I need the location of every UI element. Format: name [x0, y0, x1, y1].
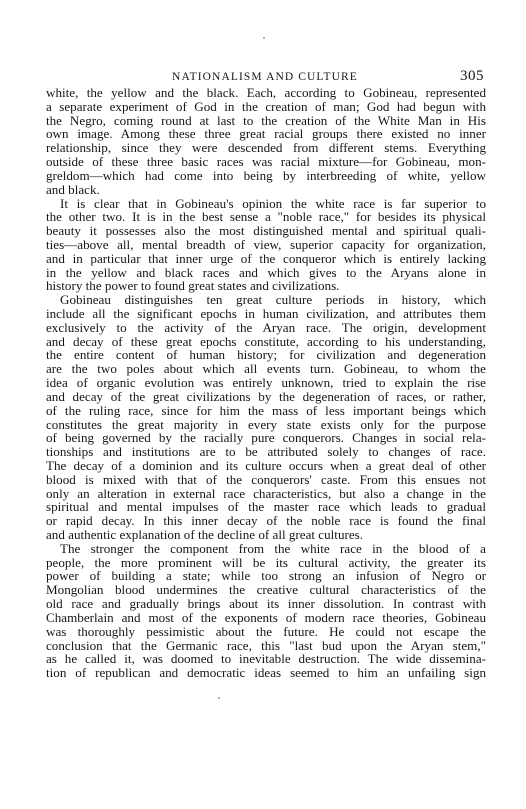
text-line: outside of these three basic races was racial mixture—for Gobineau, mon-	[46, 154, 486, 170]
text-line: of the ruling race, since for him the mass of less important beings which	[46, 402, 486, 418]
text-line: greldom—which had come into being by interbreeding of white, yellow	[46, 167, 486, 183]
text-line: in the yellow and black races and which gives to the Aryans alone in	[46, 264, 486, 280]
text-line: or rapid decay. In this inner decay of the noble race is found the final	[46, 513, 486, 529]
text-line: was thoroughly pessimistic about the future. He could not escape the	[46, 623, 486, 639]
text-line: tionships and institutions are to be attributed solely to changes of race.	[46, 444, 486, 460]
text-line: and decay of the great civilizations by the degeneration of races, or rather,	[46, 388, 486, 404]
body-text	[46, 86, 486, 680]
text-line-paragraph-start: It is clear that in Gobineau's opinion the white race is far superior to	[60, 195, 486, 211]
text-line: blood is mixed with that of the conquerors' caste. From this ensues not	[46, 471, 486, 487]
text-line: and decay of these great epochs constitute, according to his understanding,	[46, 333, 486, 349]
text-line: are the two poles about which all events turn. Gobineau, to whom the	[46, 361, 486, 377]
text-line: relationship, since they were descended from different stems. Everything	[46, 140, 486, 156]
text-line-paragraph-start: Gobineau distinguishes ten great culture periods in history, which	[60, 292, 486, 308]
text-line: a separate experiment of God in the creation of man; God had begun with	[46, 98, 486, 114]
page-header	[46, 68, 484, 86]
text-line: spiritual and mental impulses of the master race which leads to gradual	[46, 499, 486, 515]
text-line: tion of republican and democratic ideas seemed to him an unfailing sign	[46, 665, 486, 681]
text-line: as he called it, was doomed to inevitable destruction. The wide dissemina-	[46, 651, 486, 667]
text-line: and in particular that inner urge of the conqueror which is entirely lacking	[46, 250, 486, 266]
text-line: of being governed by the racially pure conquerors. Changes in social rela-	[46, 430, 486, 446]
running-head: NATIONALISM AND CULTURE	[172, 71, 358, 83]
paper-speck-bottom	[218, 697, 220, 699]
text-line: the other two. It is in the best sense a "noble race," for besides its physical	[46, 209, 486, 225]
text-line: include all the significant epochs in human civilization, and attributes them	[46, 306, 486, 321]
text-line-paragraph-end: and authentic explanation of the decline of all great cultures.	[46, 527, 364, 542]
text-line: constitutes the great majority in every state exists only for the purpose	[46, 416, 486, 432]
text-line: Chamberlain and most of the exponents of modern race theories, Gobineau	[46, 609, 486, 625]
text-line: the Negro, coming round at last to the creation of the White Man in His	[46, 112, 486, 128]
text-line: own image. Among these three great racial groups there existed no inner	[46, 126, 486, 142]
text-line: power of building a state; while too strong an infusion of Negro or	[46, 568, 486, 584]
text-line: white, the yellow and the black. Each, according to Gobineau, represented	[46, 85, 486, 100]
text-line: beauty it possesses also the most distinguished mental and spiritual quali-	[46, 223, 486, 239]
text-line: only an alteration in external race characteristics, but also a change in the	[46, 485, 486, 501]
text-line: people, the more prominent will be its cultural activity, the greater its	[46, 554, 486, 570]
text-line: The decay of a dominion and its culture occurs when a great deal of other	[46, 457, 486, 473]
text-line-paragraph-start: The stronger the component from the white race in the blood of a	[60, 540, 486, 556]
text-line: conclusion that the Germanic race, this "last bud upon the Aryan stem,"	[46, 637, 486, 653]
text-line-paragraph-end: and black.	[46, 181, 100, 197]
text-line-paragraph-end: history the power to found great states and civilizations.	[46, 278, 340, 294]
text-line: idea of organic evolution was entirely unknown, tried to explain the rise	[46, 375, 486, 391]
text-line: exclusively to the activity of the Aryan race. The origin, development	[46, 319, 486, 335]
page-number: 305	[460, 68, 484, 84]
paper-speck-top	[263, 37, 265, 39]
text-line: old race and gradually brings about its inner dissolution. In contrast with	[46, 596, 486, 612]
text-line: Mongolian blood undermines the creative cultural characteristics of the	[46, 582, 486, 598]
text-line: the entire content of human history; for civilization and degeneration	[46, 347, 486, 363]
text-line: ties—above all, mental breadth of view, superior capacity for organization,	[46, 236, 486, 252]
